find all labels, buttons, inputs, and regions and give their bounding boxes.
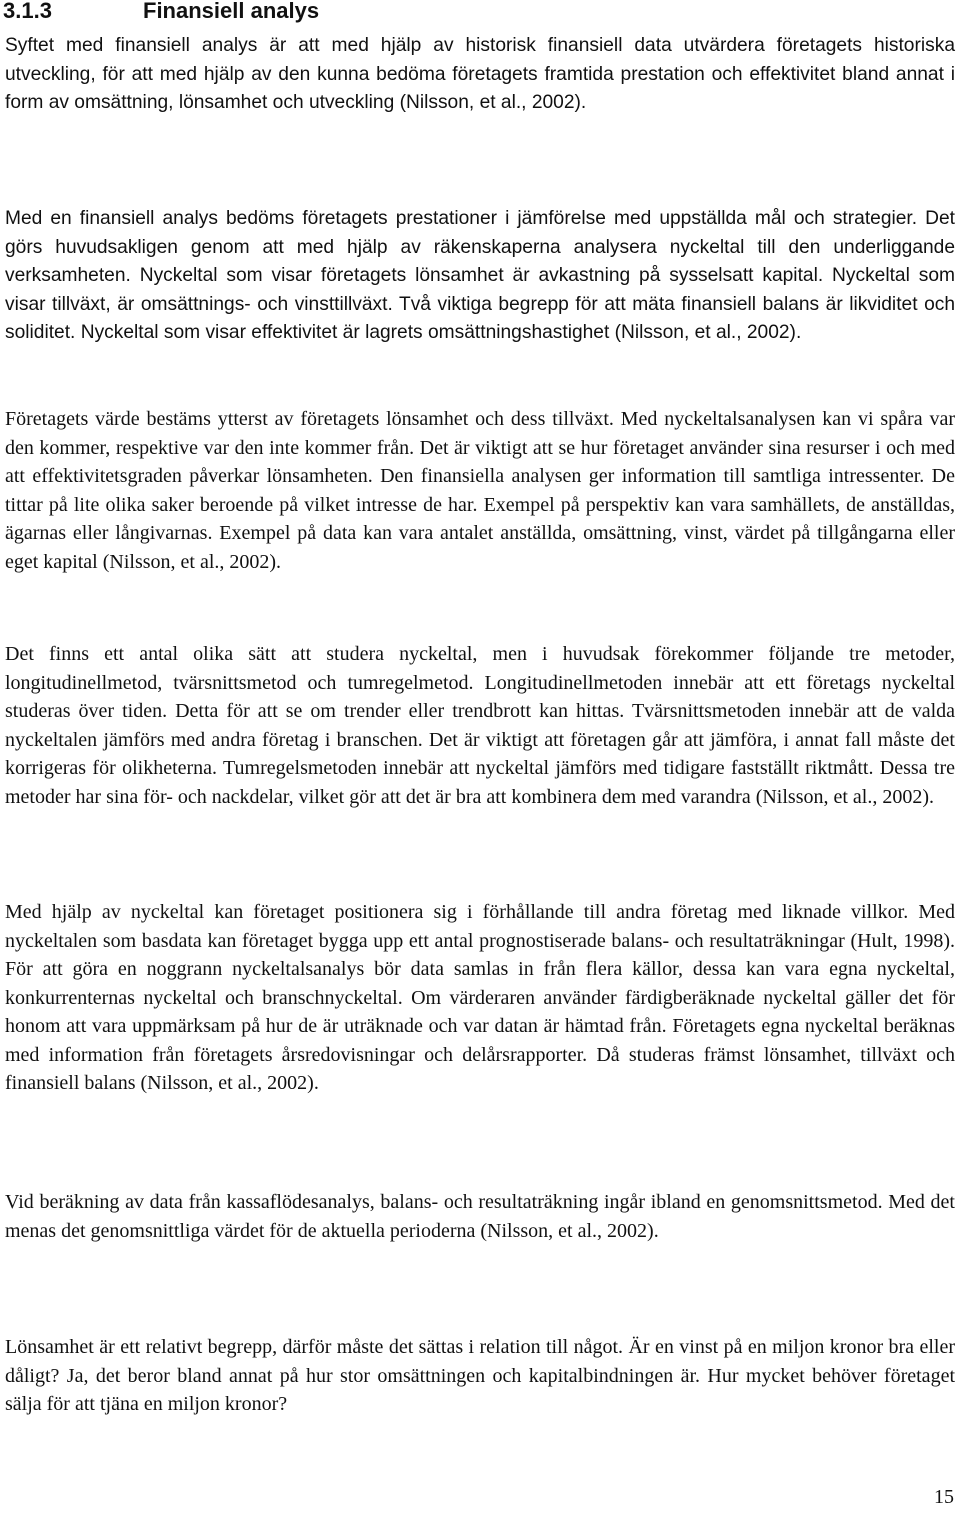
paragraph-methods: Det finns ett antal olika sätt att studera nyckeltal, men i huvudsak förekommer följande tre metoder, longitudinellmetod, tvärsnittsmetod och tumregelmetod. Longitudinellmetoden innebär att ett företags nyckeltal studeras över tiden. Detta för att se om trender eller trendbrott kan hittas. Tvärsnittsmetoden innebär att de valda nyckeltalen jämförs med andra företag i branschen. Det är viktigt att företagen går att jämföra, i annat fall måste det korrigeras för olikheterna. Tumregelsmetoden innebär att nyckeltal jämförs med tidigare fastställt riktmått. Dessa tre metoder har sina för- och nackdelar, vilket gör att det är bra att kombinera dem med varandra (Nilsson, et al., 2002).: [5, 643, 955, 808]
section-heading: [3, 0, 319, 24]
page-number: 15: [934, 1486, 954, 1508]
paragraph-key-ratios: Med en finansiell analys bedöms företagets prestationer i jämförelse med uppställda mål och strategier. Det görs huvudsakligen genom att med hjälp av räkenskaperna analysera nyckeltal till den underliggande verksamheten. Nyckeltal som visar företagets lönsamhet är avkastning på sysselsatt kapital. Nyckeltal som visar tillväxt, är omsättnings- och vinsttillväxt. Två viktiga begrepp för att mäta finansiell balans är likviditet och soliditet. Nyckeltal som visar effektivitet är lagrets omsättningshastighet (Nilsson, et al., 2002).: [5, 208, 955, 343]
paragraph-purpose: Syftet med finansiell analys är att med hjälp av historisk finansiell data utvärdera företagets historiska utveckling, för att med hjälp av den kunna bedöma företagets framtida prestation och effektivitet bland annat i form av omsättning, lönsamhet och utveckling (Nilsson, et al., 2002).: [5, 35, 955, 113]
section-number: 3.1.3: [3, 0, 52, 23]
paragraph-profitability: Lönsamhet är ett relativt begrepp, därför måste det sättas i relation till något. Är en vinst på en miljon kronor bra eller dåligt? Ja, det beror bland annat på hur stor omsättningen och kapitalbindningen är. Hur mycket behöver företaget sälja för att tjäna en miljon kronor?: [5, 1336, 955, 1415]
paragraph-average-method: Vid beräkning av data från kassaflödesanalys, balans- och resultaträkning ingår ibland en genomsnittsmetod. Med det menas det genomsnittliga värdet för de aktuella perioderna (Nilsson, et al., 2002).: [5, 1191, 955, 1242]
paragraph-company-value: Företagets värde bestäms ytterst av företagets lönsamhet och dess tillväxt. Med nyckeltalsanalysen kan vi spåra var den kommer, respektive var den inte kommer från. Det är viktigt att se hur företaget använder sina resurser i och med att effektivitetsgraden påverkar lönsamheten. Den finansiella analysen ger information till samtliga intressenter. De tittar på lite olika saker beroende på vilket intresse de har. Exempel på perspektiv kan vara samhällets, de anställdas, ägarnas eller långivarnas. Exempel på data kan vara antalet anställda, omsättning, vinst, värdet på tillgångarna eller eget kapital (Nilsson, et al., 2002).: [5, 408, 955, 573]
paragraph-positioning: Med hjälp av nyckeltal kan företaget positionera sig i förhållande till andra företag med liknade villkor. Med nyckeltalen som basdata kan företaget bygga upp ett antal prognostiserade balans- och resultaträkningar (Hult, 1998). För att göra en noggrann nyckeltalsanalys bör data samlas in från flera källor, dessa kan vara egna nyckeltal, konkurrenternas nyckeltal och branschnyckeltal. Om värderaren använder färdigberäknade nyckeltal gäller det för honom att vara uppmärksam på hur de är uträknade och var datan är hämtad från. Företagets egna nyckeltal beräknas med information från företagets årsredovisningar och delårsrapporter. Då studeras främst lönsamhet, tillväxt och finansiell balans (Nilsson, et al., 2002).: [5, 901, 955, 1094]
section-title: Finansiell analys: [143, 0, 320, 23]
